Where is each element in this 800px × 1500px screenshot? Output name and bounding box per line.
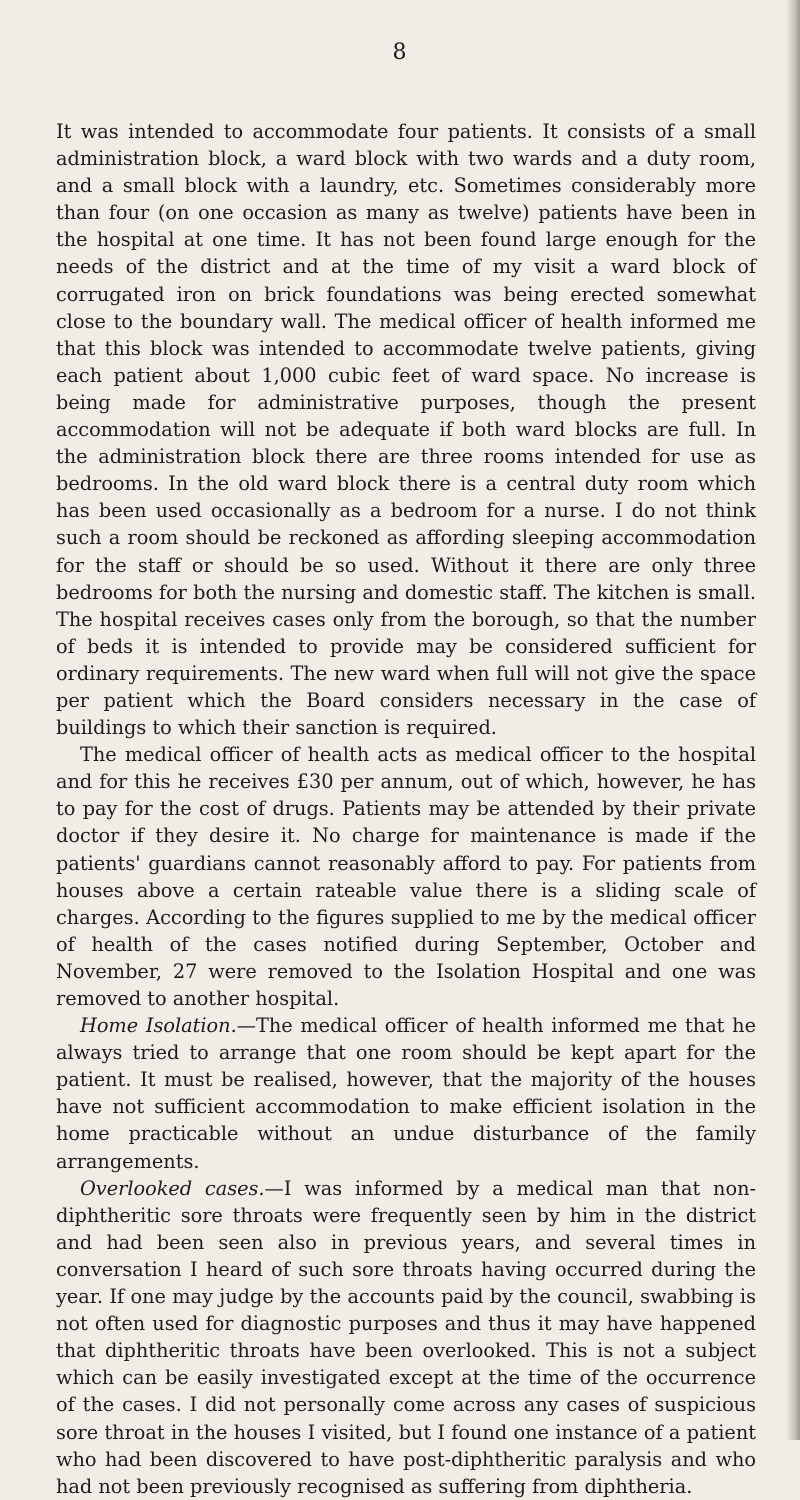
paragraph-text: The medical officer of health acts as medical officer to the hospital and for this he receives £30 per annum, out of which, however, he has to pay for the cost of drugs. Patients may be attended by their private doctor if they desire it. No charge for maintenance is made if the patients' guardians cannot reasonably afford to pay. For patients from houses above a certain rateable value there is a sliding scale of charges. According to the figures supplied to me by the medical officer of health of the cases notified during September, October and November, 27 were removed to the Isolation Hospital and one was removed to another hospital.: [56, 743, 756, 1010]
paragraph-text: —I was informed by a medical man that non-diphtheritic sore throats were frequently seen by him in the district and had been seen also in previous years, and several times in conversation I heard of such sore throats having occurred during the year. If one may judge by the accounts paid by the council, swabbing is not often used for diagnostic purposes and thus it may have happened that diphtheritic throats have been overlooked. This is not a subject which can be easily investigated except at the time of the occurrence of the cases. I did not personally come across any cases of suspicious sore throat in the houses I visited, but I found one instance of a patient who had been discovered to have post-diphtheritic paralysis and who had not been previously recognised as suffering from diphtheria.: [56, 1176, 756, 1498]
section-heading-home-isolation: Home Isolation.: [80, 1014, 237, 1038]
page-edge-shadow: [786, 0, 800, 1440]
body-text: [56, 118, 756, 1500]
section-heading-overlooked-cases: Overlooked cases.: [80, 1176, 265, 1200]
paragraph-medical-officer: [56, 741, 756, 1012]
paragraph-text: —The medical officer of health informed me that he always tried to arrange that one room should be kept apart for the patient. It must be realised, however, that the majority of the houses have not sufficient accommodation to make efficient isolation in the home practicable without an undue disturbance of the family arrangements.: [56, 1014, 756, 1173]
page-number: 8: [392, 40, 408, 65]
paragraph-hospital-description: [56, 118, 756, 741]
paragraph-text: It was intended to accommodate four patients. It consists of a small administration block, a ward block with two wards and a duty room, and a small block with a laundry, etc. Sometimes considerably more than four (on one occasion as many as twelve) patients have been in the hospital at one time. It has not been found large enough for the needs of the district and at the time of my visit a ward block of corrugated iron on brick foundations was being erected somewhat close to the boundary wall. The medical officer of health informed me that this block was intended to accommodate twelve patients, giving each patient about 1,000 cubic feet of ward space. No increase is being made for administrative purposes, though the present accommodation will not be adequate if both ward blocks are full. In the administration block there are three rooms intended for use as bedrooms. In the old ward block there is a central duty room which has been used occasionally as a bedroom for a nurse. I do not think such a room should be reckoned as affording sleeping accommodation for the staff or should be so used. Without it there are only three bedrooms for both the nursing and domestic staff. The kitchen is small. The hospital receives cases only from the borough, so that the number of beds it is intended to provide may be considered sufficient for ordinary requirements. The new ward when full will not give the space per patient which the Board considers necessary in the case of buildings to which their sanction is required.: [56, 120, 756, 740]
paragraph-overlooked-cases: [56, 1175, 756, 1500]
paragraph-home-isolation: [56, 1012, 756, 1175]
